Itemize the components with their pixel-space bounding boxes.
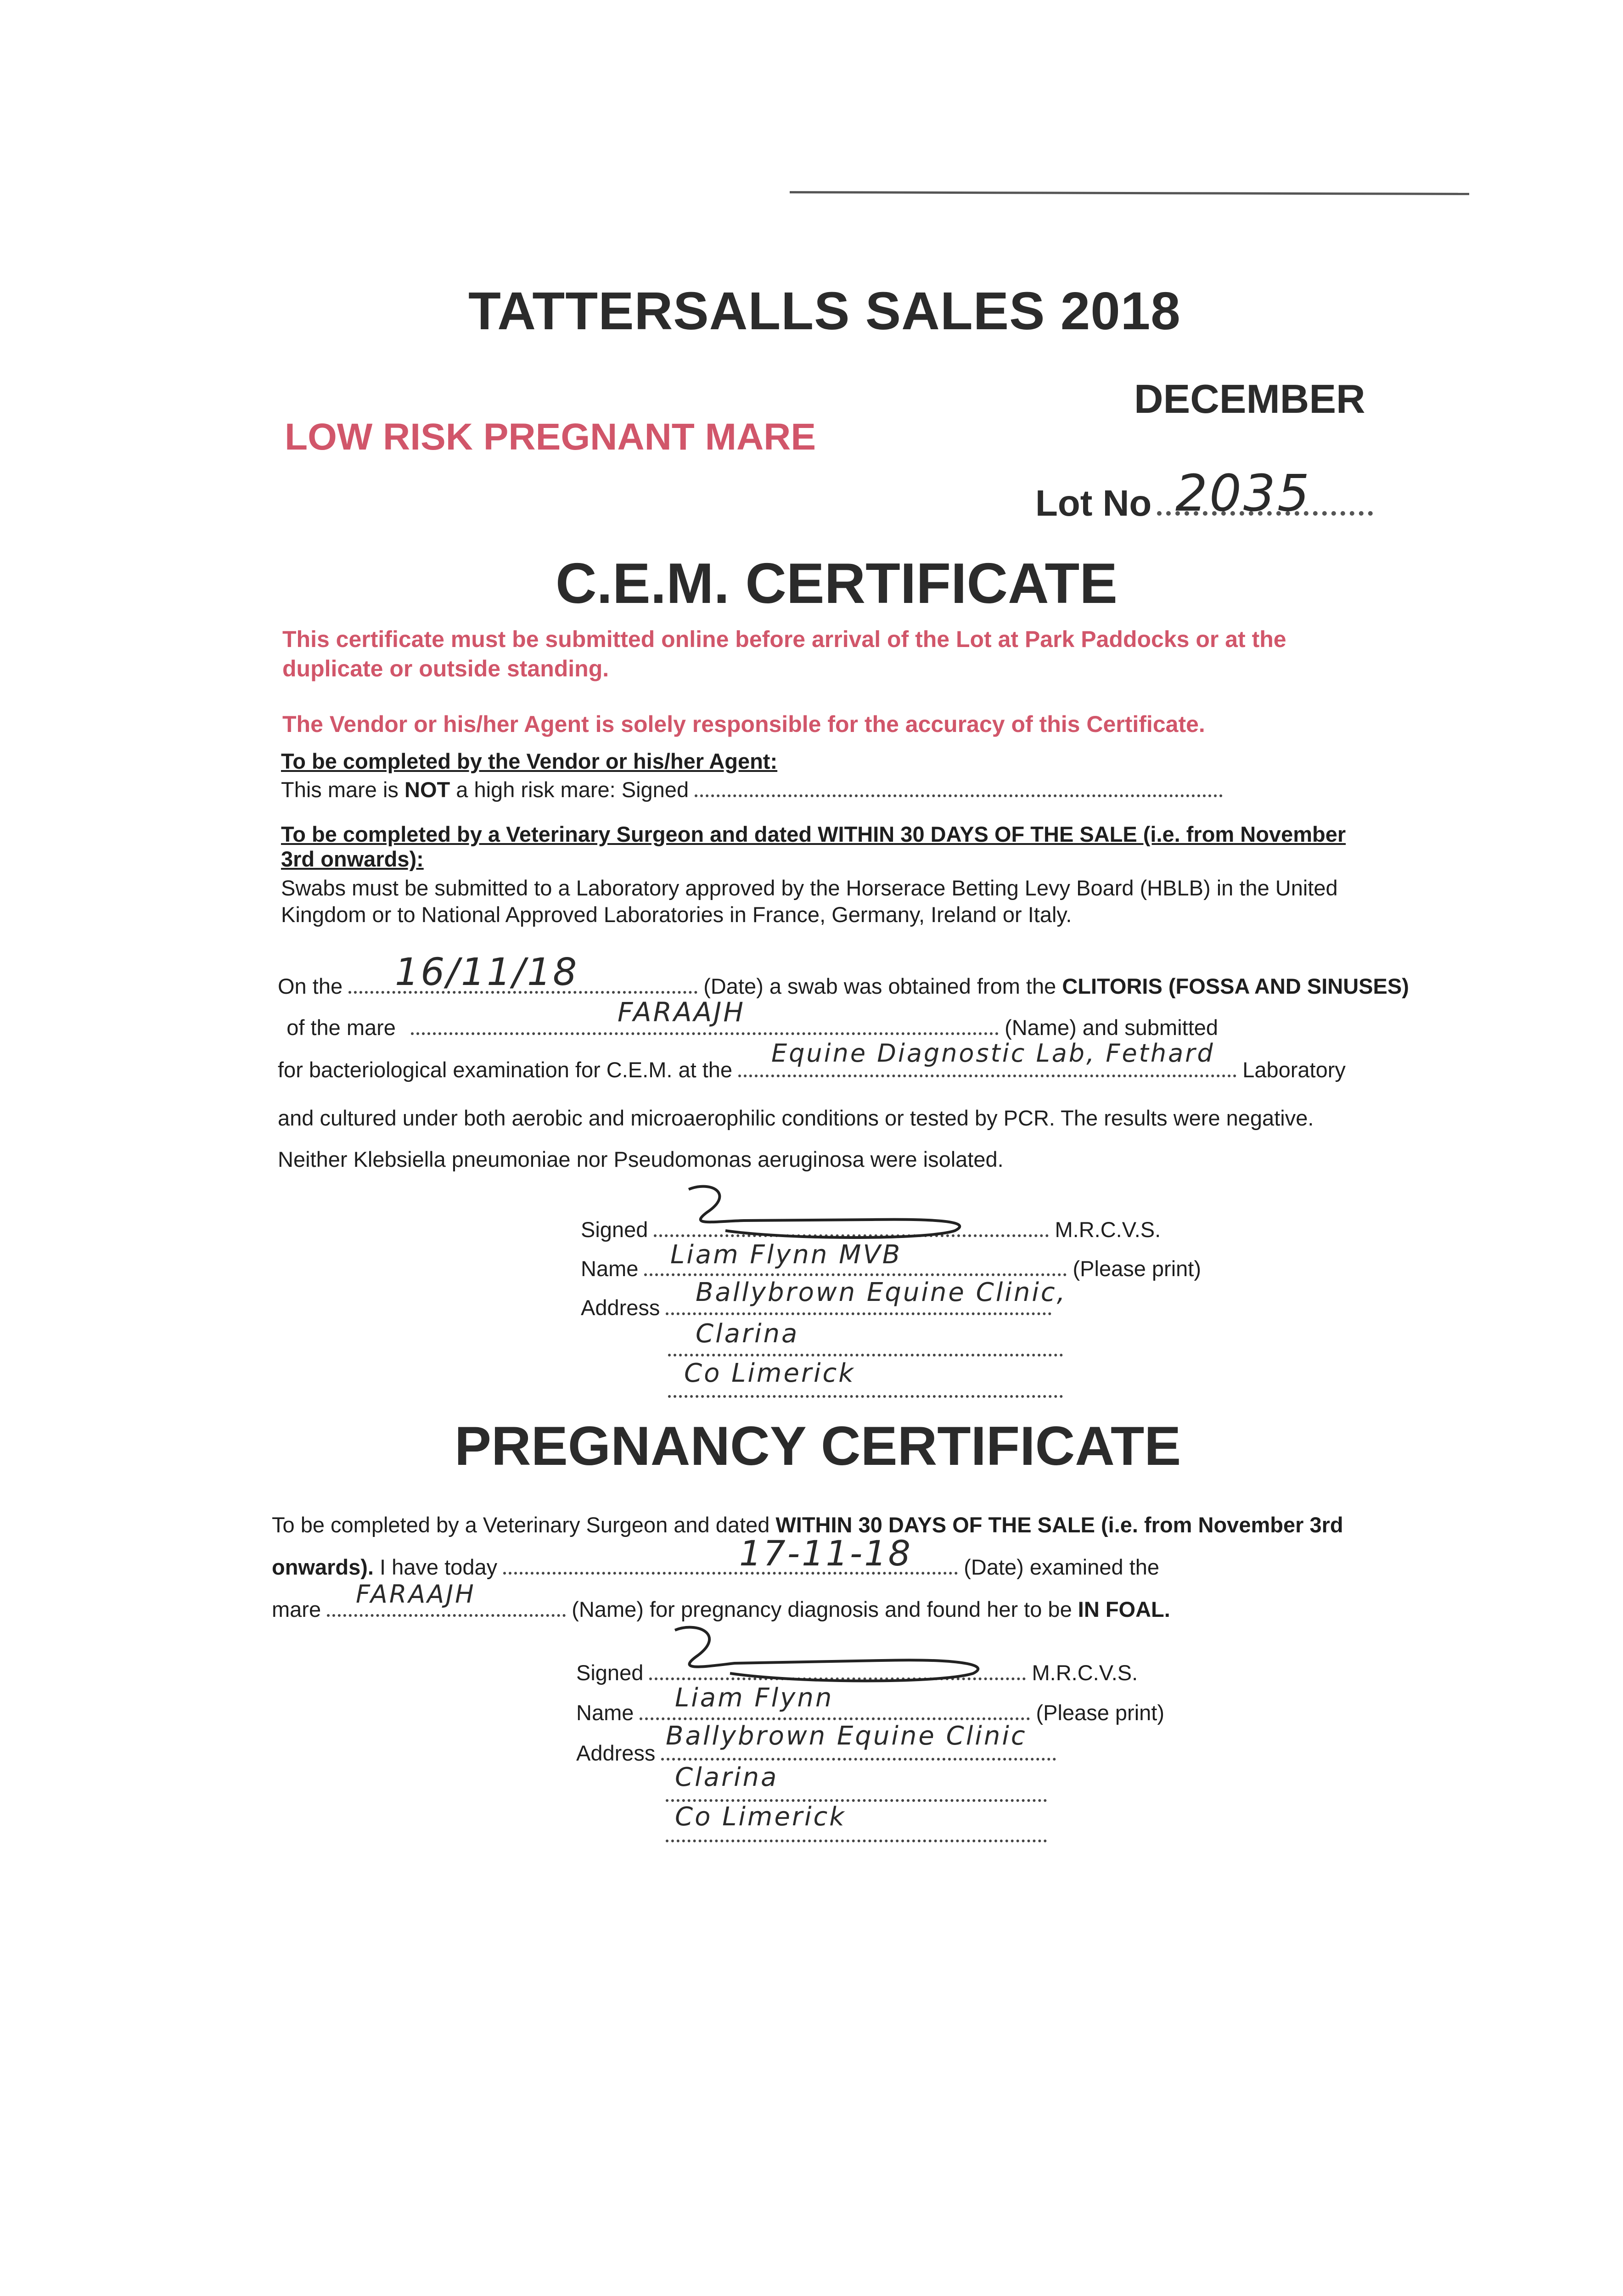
responsibility-notice: The Vendor or his/her Agent is solely responsible for the accuracy of this Certificate. [282, 711, 1205, 737]
cem-address-2: Clarina [696, 1319, 799, 1349]
preg-name-line: Name (Please print) [576, 1700, 1164, 1725]
cem-address-3: Co Limerick [684, 1358, 855, 1388]
risk-category: LOW RISK PREGNANT MARE [285, 416, 816, 458]
cem-name-value: Liam Flynn MVB [670, 1240, 902, 1270]
preg-address-2: Clarina [675, 1762, 779, 1792]
mare-name-line: of the mare (Name) and submitted [281, 1015, 1219, 1040]
top-rule [790, 191, 1469, 195]
sale-month: DECEMBER [1134, 376, 1365, 422]
document-title: TATTERSALLS SALES 2018 [468, 281, 1181, 341]
pregnancy-date-value: 17-11-18 [739, 1533, 912, 1574]
vet-heading: To be completed by a Veterinary Surgeon and dated WITHIN 30 DAYS OF THE SALE (i.e. from November 3rd onwards): [281, 822, 1346, 871]
preg-name-value: Liam Flynn [675, 1683, 834, 1713]
preg-signed-line: Signed M.R.C.V.S. [576, 1660, 1138, 1685]
swab-date-line: On the (Date) a swab was obtained from the CLITORIS (FOSSA AND SINUSES) [278, 974, 1409, 998]
lab-value: Equine Diagnostic Lab, Fethard [771, 1039, 1215, 1068]
pregnancy-certificate-title: PREGNANCY CERTIFICATE [455, 1415, 1181, 1477]
culture-results: and cultured under both aerobic and microaerophilic conditions or tested by PCR. The results were negative. Neither Klebsiella pneumoniae nor Pseudomonas aeruginosa were isolated. [278, 1106, 1314, 1171]
vendor-declaration: This mare is NOT a high risk mare: Signed [281, 776, 1223, 804]
swabs-instructions: Swabs must be submitted to a Laboratory approved by the Horserace Betting Levy Board (HBLB) in the United Kingdom or to National Approved Laboratories in France, Germany, Ireland or Italy. [281, 876, 1338, 927]
preg-address-line: Address [576, 1740, 1056, 1766]
preg-address-1: Ballybrown Equine Clinic [666, 1721, 1027, 1751]
cem-address-1: Ballybrown Equine Clinic, [696, 1277, 1067, 1307]
cem-address-line: Address [581, 1295, 1051, 1320]
pregnancy-intro: To be completed by a Veterinary Surgeon and dated WITHIN 30 DAYS OF THE SALE (i.e. from November 3rd onwards). I have today (Date) examined the mare (Name) for pregnancy diagnosis and found her to be IN FOAL. [272, 1513, 1343, 1621]
lot-label: Lot No [1035, 483, 1152, 523]
pregnancy-mare-value: FARAAJH [356, 1580, 476, 1609]
cem-signature [680, 1176, 983, 1249]
cem-name-line: Name (Please print) [581, 1256, 1201, 1281]
cem-certificate-title: C.E.M. CERTIFICATE [556, 552, 1118, 615]
swab-date-value: 16/11/18 [395, 951, 579, 994]
lab-line: for bacteriological examination for C.E.M. at the Laboratory [278, 1058, 1346, 1082]
submission-notice: This certificate must be submitted online before arrival of the Lot at Park Paddocks or at the duplicate or outside standing. [282, 626, 1286, 681]
lot-number-value: 2035 [1175, 464, 1311, 523]
vendor-heading: To be completed by the Vendor or his/her Agent: [281, 749, 778, 773]
cem-signed-line: Signed M.R.C.V.S. [581, 1217, 1161, 1242]
mare-name-value: FARAAJH [618, 996, 746, 1028]
preg-address-3: Co Limerick [675, 1802, 846, 1832]
